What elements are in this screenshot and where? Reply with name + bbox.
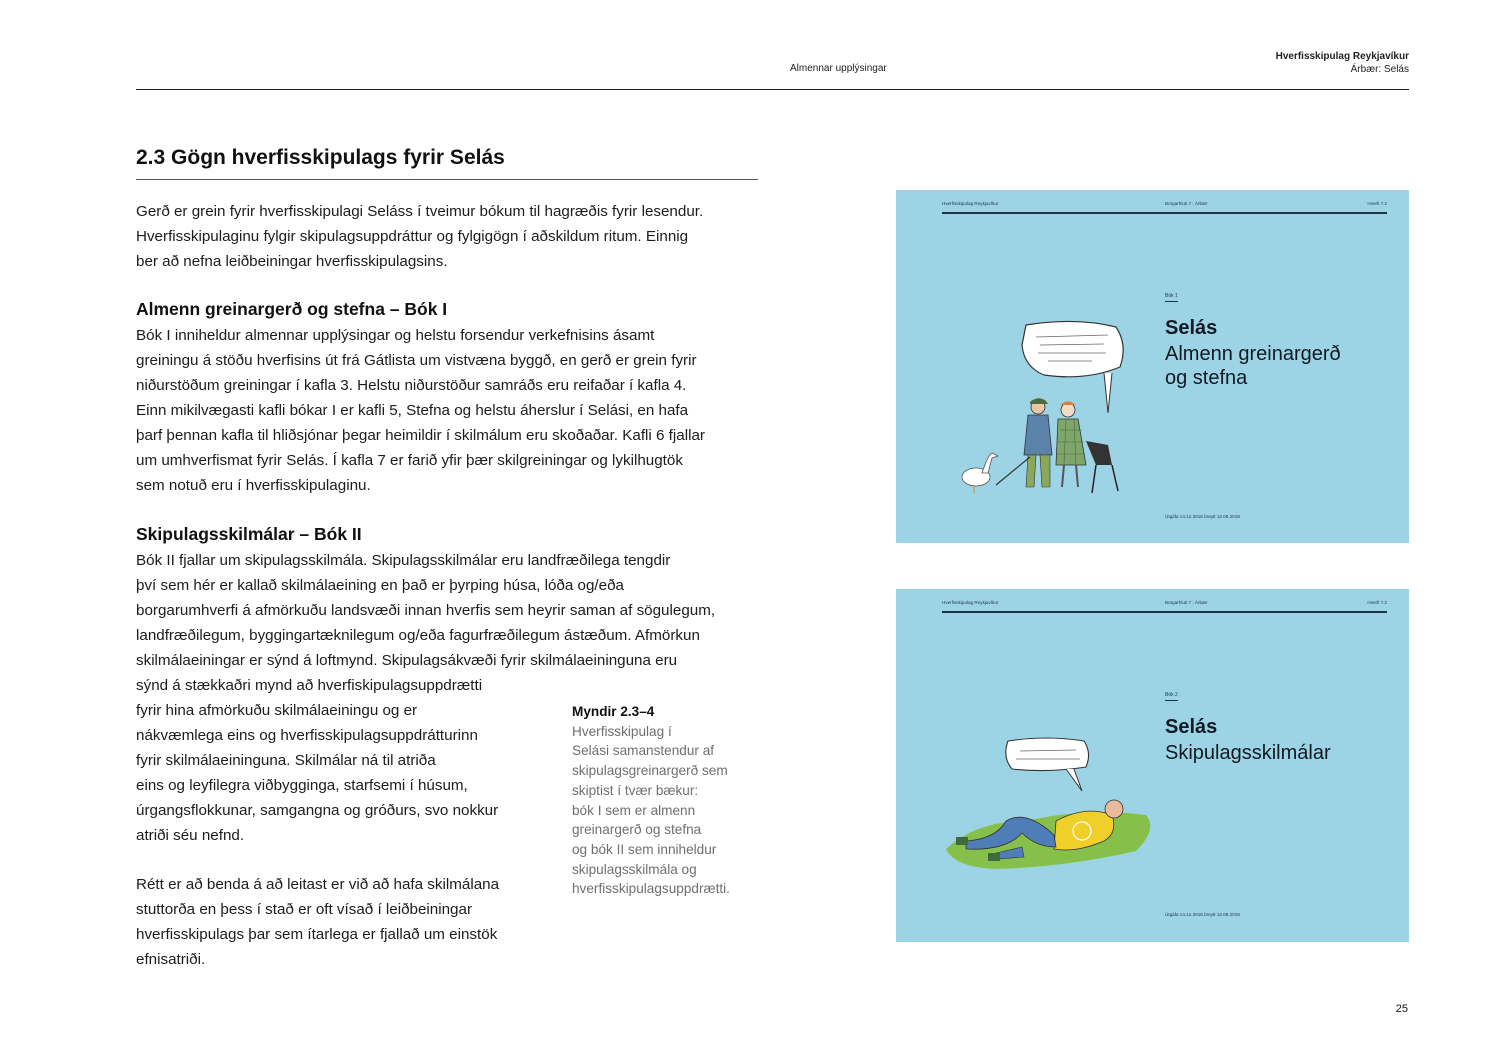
- man-relaxing-illustration: [936, 729, 1156, 879]
- caption-line: skipulagsgreinargerð sem: [572, 763, 728, 779]
- text-line: landfræðilegum, byggingartæknilegum og/eða fagurfræðilegum ástæðum. Afmörkun: [136, 627, 700, 644]
- text-line: greiningu á stöðu hverfisins út frá Gátlista um vistvæna byggð, en gerð er grein fyrir: [136, 352, 697, 369]
- book1-cover-image: [896, 190, 1409, 543]
- title-rule: [136, 179, 758, 180]
- page-number: 25: [1395, 1003, 1408, 1015]
- cover-subtitle-line: Almenn greinargerð: [1165, 343, 1341, 365]
- elderly-couple-illustration: [936, 315, 1136, 500]
- text-line: ber að nefna leiðbeiningar hverfisskipulagsins.: [136, 253, 448, 270]
- text-line: efnisatriði.: [136, 951, 206, 968]
- text-line: borgarumhverfi á afmörkuðu landsvæði innan hverfis sem heyrir saman af sögulegum,: [136, 602, 716, 619]
- text-line: hverfisskipulags þar sem ítarlega er fjallað um einstök: [136, 926, 498, 943]
- running-header-title: Hverfisskipulag Reykjavíkur: [1275, 51, 1409, 62]
- cover-title: Selás: [1165, 317, 1218, 339]
- cover-subtitle: [1165, 342, 1341, 390]
- text-line: fyrir hina afmörkuðu skilmálaeiningu og er: [136, 702, 418, 719]
- cover-footer: Útgáfa 14.12.2018 breytt 12.09.2019: [1165, 514, 1240, 519]
- cover-header-center: Borgarhluti 7 : Árbær: [1165, 600, 1208, 605]
- caption-line: og bók II sem inniheldur: [572, 841, 717, 857]
- text-line: Bók I inniheldur almennar upplýsingar og helstu forsendur verkefnisins ásamt: [136, 327, 655, 344]
- cover-header-rule: [942, 611, 1387, 613]
- running-header-section: Almennar upplýsingar: [790, 63, 887, 74]
- text-line: um umhverfismat fyrir Selás. Í kafla 7 er farið yfir þær skilgreiningar og lykilhugtök: [136, 452, 683, 469]
- cover-header-right: Hverfi 7.2: [1367, 201, 1387, 206]
- book1-heading: Almenn greinargerð og stefna – Bók I: [136, 299, 448, 319]
- cover-book-label: Bók 1: [1165, 293, 1178, 299]
- text-line: nákvæmlega eins og hverfisskipulagsuppdrátturinn: [136, 727, 478, 744]
- intro-paragraph: [136, 199, 703, 274]
- text-line: úrgangsflokkunar, samgangna og gróðurs, svo nokkur: [136, 802, 499, 819]
- cover-header-left: Hverfisskipulag Reykjavíkur: [942, 600, 999, 605]
- text-line: eins og leyfilegra viðbygginga, starfsemi í húsum,: [136, 777, 468, 794]
- text-line: Rétt er að benda á að leitast er við að hafa skilmálana: [136, 876, 500, 893]
- text-line: atriði séu nefnd.: [136, 827, 245, 844]
- text-line: skilmálaeiningar er sýnd á loftmynd. Skipulagsákvæði fyrir skilmálaeininguna eru: [136, 652, 678, 669]
- text-line: sýnd á stækkaðri mynd að hverfiskipulagsuppdrætti: [136, 677, 483, 694]
- running-header-title-block: [1276, 50, 1409, 76]
- cover-book-label: Bók 2: [1165, 692, 1178, 698]
- figure-caption: [572, 702, 767, 899]
- cover-footer: Útgáfa 14.12.2018 breytt 12.09.2019: [1165, 912, 1240, 917]
- text-line: því sem hér er kallað skilmálaeining en það er þyrping húsa, lóða og/eða: [136, 577, 624, 594]
- cover-header-rule: [942, 212, 1387, 214]
- cover-header-left: Hverfisskipulag Reykjavíkur: [942, 201, 999, 206]
- cover-subtitle-line: og stefna: [1165, 367, 1248, 389]
- text-line: Hverfisskipulaginu fylgir skipulagsuppdráttur og fylgigögn í aðskildum ritum. Einnig: [136, 228, 689, 245]
- cover-subtitle: [1165, 741, 1331, 765]
- cover-book-rule: [1165, 700, 1178, 701]
- cover-title: Selás: [1165, 716, 1218, 738]
- caption-line: Hverfisskipulag í: [572, 723, 672, 739]
- book2-heading: Skipulagsskilmálar – Bók II: [136, 524, 362, 544]
- cover-subtitle-line: Skipulagsskilmálar: [1165, 742, 1331, 764]
- text-line: stuttorða en þess í stað er oft vísað í leiðbeiningar: [136, 901, 473, 918]
- text-line: niðurstöðum greiningar í kafla 3. Helstu niðurstöður samráðs eru reifaðar í kafla 4.: [136, 377, 687, 394]
- page-title: 2.3 Gögn hverfisskipulags fyrir Selás: [136, 146, 505, 169]
- caption-line: greinargerð og stefna: [572, 822, 702, 838]
- book1-paragraph: [136, 323, 705, 498]
- cover-book-rule: [1165, 301, 1178, 302]
- text-line: Einn mikilvægasti kafli bókar I er kafli 5, Stefna og helstu áherslur í Selási, en hafa: [136, 402, 689, 419]
- closing-paragraph: [136, 872, 499, 972]
- caption-line: Selási samanstendur af: [572, 743, 715, 759]
- caption-line: skipulagsskilmála og: [572, 861, 697, 877]
- text-line: sem notuð eru í hverfisskipulaginu.: [136, 477, 371, 494]
- text-line: þarf þennan kafla til hliðsjónar þegar heimildir í skilmálum eru skoðaðar. Kafli 6 fjallar: [136, 427, 705, 444]
- cover-header-center: Borgarhluti 7 : Árbær: [1165, 201, 1208, 206]
- caption-title: Myndir 2.3–4: [572, 704, 655, 719]
- text-line: Bók II fjallar um skipulagsskilmála. Skipulagsskilmálar eru landfræðilega tengdir: [136, 552, 671, 569]
- header-rule: [136, 89, 1409, 90]
- text-line: fyrir skilmálaeininguna. Skilmálar ná til atriða: [136, 752, 436, 769]
- running-header-subtitle: Árbær: Selás: [1350, 64, 1409, 75]
- text-line: Gerð er grein fyrir hverfisskipulagi Seláss í tveimur bókum til hagræðis fyrir lesendur.: [136, 203, 704, 220]
- caption-line: skiptist í tvær bækur:: [572, 782, 699, 798]
- book2-cover-image: [896, 589, 1409, 942]
- caption-line: bók I sem er almenn: [572, 802, 696, 818]
- cover-header-right: Hverfi 7.2: [1367, 600, 1387, 605]
- caption-line: hverfisskipulagsuppdrætti.: [572, 881, 730, 897]
